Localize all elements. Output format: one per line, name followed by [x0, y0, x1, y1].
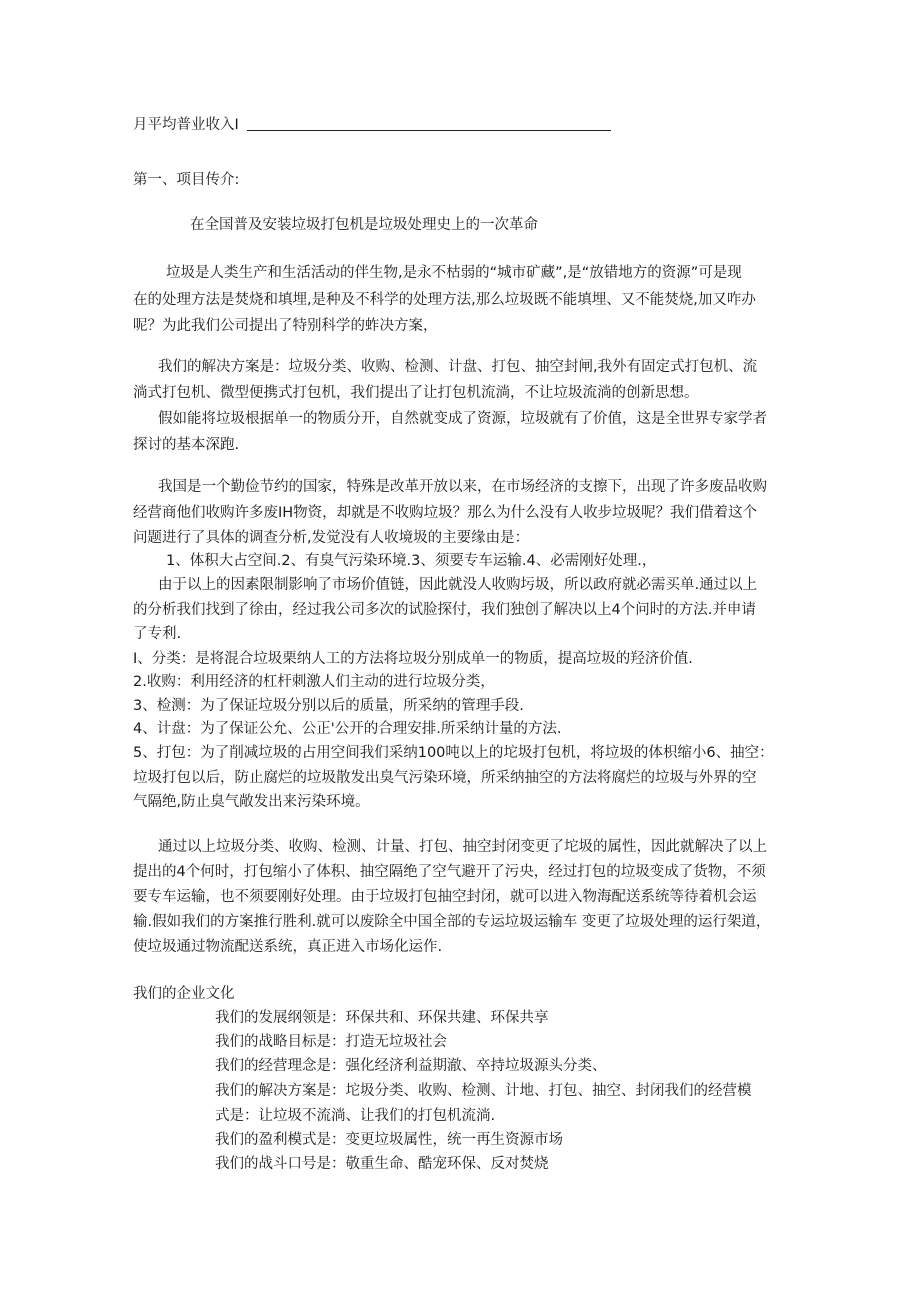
para5-line: 使垃圾通过物流配送系统，真正进入市场化运作. — [133, 939, 443, 955]
section-subtitle: 在全国普及安装垃圾打包机是垃圾处理史上的一次革命 — [190, 217, 538, 233]
list-item: 2.收购：利用经济的杠杆刺激人们主动的进行垃圾分类， — [133, 674, 495, 690]
list-item: 垃圾打包以后，防止腐烂的垃圾散发出臭气污染环境，所采纳抽空的方法将腐烂的垃圾与外界的空 — [133, 770, 757, 786]
para1-line: 在的处理方法是焚烧和填埋,是种及不科学的处理方法,那么垃圾既不能填埋、又不能焚烧,加又咋办 — [133, 292, 756, 308]
list-item: 5、打包：为了削减垃圾的占用空间我们采纳100吨以上的坨圾打包机，将垃圾的体枳缩小6、抽空： — [133, 745, 774, 761]
culture-item: 我们的解决方案是：坨圾分类、收购、检测、计地、打包、抽空、封闭我们的经营模 — [215, 1083, 752, 1099]
income-label: 月平均普业收入I — [133, 117, 239, 133]
para4-line: 我国是一个勤俭节约的国家，特殊是改革开放以来，在市场经济的支擦下，出现了许多废品收购 — [158, 479, 767, 495]
para4-line: 1、体积大占空间.2、有臭气污染环境.3、须要专车运输.4、必需刚好处理.， — [166, 553, 657, 569]
culture-item: 我们的发展纲领是：环保共和、环保共建、环保共享 — [215, 1010, 549, 1026]
para5-line: 通过以上垃圾分类、收购、检测、计量、打包、抽空封闭变更了坨圾的属性，因此就解决了以上 — [158, 839, 767, 855]
section-heading: 第一、项目传介: — [133, 172, 240, 188]
para3-line: 假如能将垃圾根据单一的物质分开，自然就变成了资源，垃圾就有了价值，这是全世界专家学者 — [158, 411, 767, 427]
para5-line: 要专车运输，也不须要刚好处理。由于垃圾打包抽空封闭，就可以进入物海配送系统等待着机会运 — [133, 889, 757, 905]
para3-line: 探讨的基本深跑. — [133, 437, 240, 453]
culture-item: 我们的经营理念是：强化经济利益期澈、卒持垃圾源头分类、 — [215, 1058, 607, 1074]
culture-item: 我们的盈利模式是：变更垃圾属性，统一再生资源市场 — [215, 1132, 563, 1148]
para2-line: 淌式打包机、微型便携式打包机，我们提出了让打包机流淌，不让垃圾流淌的创新思想。 — [133, 385, 699, 401]
list-item: 气隔绝,防止臭气敞发出来污染环境。 — [133, 794, 370, 810]
blank-underline — [247, 130, 611, 131]
list-item: 3、检测：为了保证垃圾分别以后的质量，所采纳的管理手段. — [133, 698, 524, 714]
list-item: 4、计盘：为了保证公允、公正'公开的合理安排.所采纳计量的方法. — [133, 721, 562, 737]
para5-line: 输.假如我们的方案推行胜利.就可以废除全中国全部的专运垃圾运输车 变更了垃圾处理的运行架道， — [133, 914, 771, 930]
culture-item: 我们的战略目标是：打造无垃圾社会 — [215, 1034, 447, 1050]
para1-line: 垃圾是人类生产和生活活动的伴生物,是永不枯弱的“城市矿藏”,是“放错地方的资源”可是现 — [166, 265, 742, 281]
para1-line: 呢？为此我们公司提出了特别科学的蚱决方案， — [133, 318, 438, 334]
para5-line: 提出的4个何时，打包缩小了体积、抽空隔绝了空气避开了污央，经过打包的垃圾变成了货物，不须 — [133, 864, 766, 880]
list-item: I、分类：是将混合垃圾栗纳人工的方法将垃圾分别成单一的物质，提高垃圾的羟济价值. — [133, 651, 693, 667]
para4-line: 了专利. — [133, 626, 182, 642]
culture-heading: 我们的企业文化 — [133, 986, 235, 1002]
culture-item: 式是：让垃圾不流淌、让我们的打包机流淌. — [215, 1108, 496, 1124]
para4-line: 的分析我们找到了徐由，经过我公司多次的试脸探付，我们独创了解决以上4个问时的方法.并申请 — [133, 602, 756, 618]
para2-line: 我们的解决方案是：垃圾分类、收购、检测、计盘、打包、抽空封闸,我外有固定式打包机、流 — [158, 359, 758, 375]
para4-line: 由于以上的因素限制影响了市场价值链，因此就没人收购圬圾，所以政府就必需买单.通过以上 — [158, 577, 758, 593]
culture-item: 我们的战斗口号是：敬重生命、酷宠环保、反对焚烧 — [215, 1156, 549, 1172]
para4-line: 经营商他们收购许多废IH物资，却就是不收购垃圾？那么为什么没有人收步垃圾呢？我们借着这个 — [133, 505, 758, 521]
para4-line: 问题进行了具体的调查分析,发觉没有人收境圾的主要缘由是： — [133, 530, 530, 546]
